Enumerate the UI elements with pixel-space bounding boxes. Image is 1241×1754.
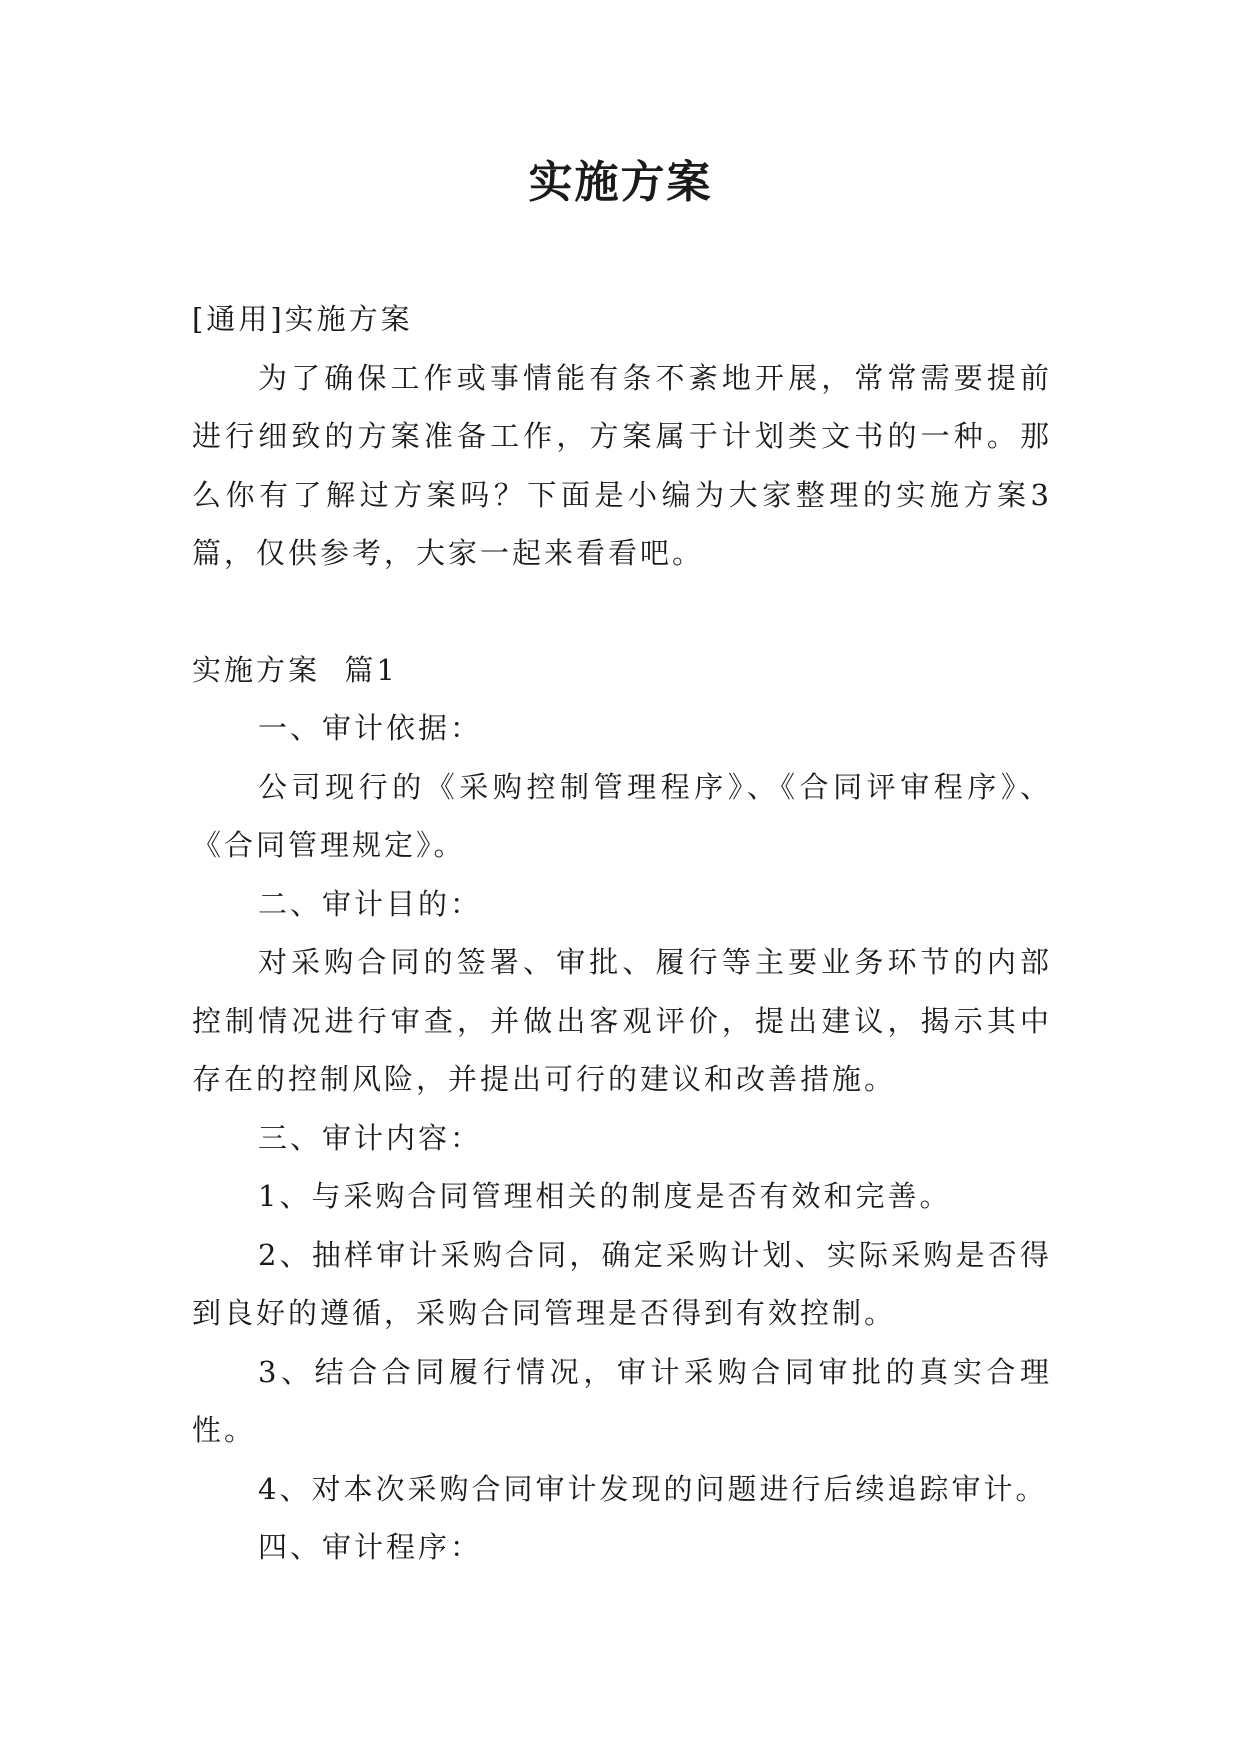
paragraph-audit-purpose: 对采购合同的签署、审批、履行等主要业务环节的内部控制情况进行审查，并做出客观评价，提出建议，揭示其中存在的控制风险，并提出可行的建议和改善措施。 — [192, 945, 1052, 1096]
document-body — [192, 290, 1052, 1577]
heading-audit-content: 三、审计内容： — [258, 1120, 483, 1155]
list-item-4: 4、对本次采购合同审计发现的问题进行后续追踪审计。 — [258, 1471, 1048, 1506]
paragraph-spacer — [192, 583, 1052, 641]
heading-audit-purpose: 二、审计目的： — [258, 886, 483, 921]
list-item-2: 2、抽样审计采购合同，确定采购计划、实际采购是否得到良好的遵循，采购合同管理是否得到有效控制。 — [192, 1237, 1052, 1330]
heading-audit-procedure: 四、审计程序： — [258, 1530, 483, 1564]
list-item-1: 1、与采购合同管理相关的制度是否有效和完善。 — [258, 1179, 952, 1213]
document-subtitle: [通用]实施方案 — [192, 302, 413, 336]
section-title: 实施方案 篇1 — [192, 652, 398, 687]
heading-audit-basis: 一、审计依据： — [258, 711, 483, 745]
intro-paragraph: 为了确保工作或事情能有条不紊地开展，常常需要提前进行细致的方案准备工作，方案属于计划类文书的一种。那么你有了解过方案吗？下面是小编为大家整理的实施方案3篇，仅供参考，大家一起来看看吧。 — [192, 360, 1052, 570]
paragraph-audit-basis: 公司现行的《采购控制管理程序》、《合同评审程序》、《合同管理规定》。 — [192, 769, 1052, 862]
list-item-3: 3、结合合同履行情况，审计采购合同审批的真实合理性。 — [192, 1354, 1052, 1447]
document-title: 实施方案 — [528, 157, 713, 208]
